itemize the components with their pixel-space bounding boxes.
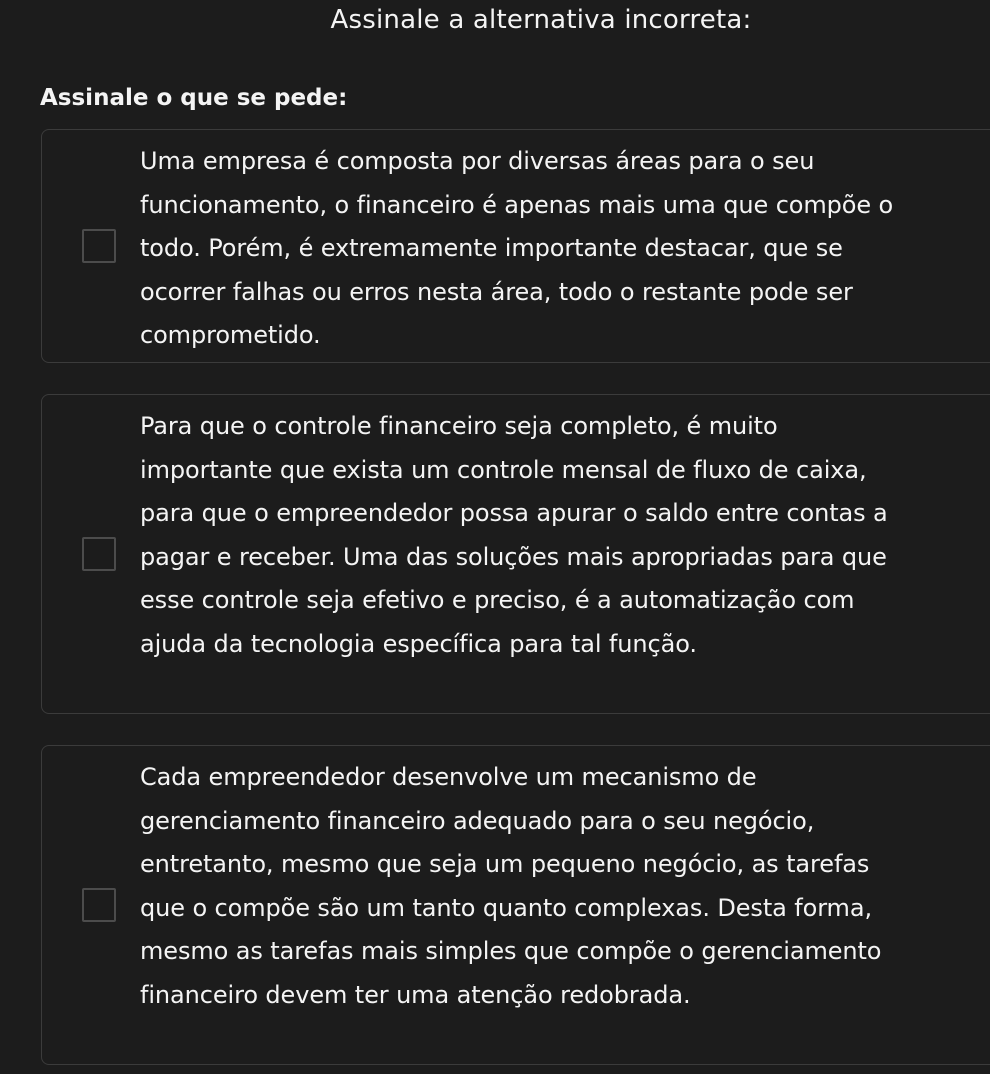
question-title: Assinale a alternativa incorreta: <box>330 5 752 35</box>
answer-text-3: Cada empreendedor desenvolve um mecanismo de gerenciamento financeiro adequado para o seu negócio, entretanto, mesmo que seja um pequeno negócio, as tarefas que o compõe são um tanto quanto complexas. Desta forma, mesmo as tarefas mais simples que compõe o gerenciamento financeiro devem ter uma atenção redobrada. <box>140 763 882 1009</box>
answer-option-3[interactable] <box>41 745 990 1065</box>
answer-checkbox-1[interactable] <box>82 229 116 263</box>
answer-checkbox-2[interactable] <box>82 537 116 571</box>
question-instruction: Assinale o que se pede: <box>40 85 348 111</box>
answer-checkbox-3[interactable] <box>82 888 116 922</box>
answer-option-2[interactable] <box>41 394 990 714</box>
answer-text-2: Para que o controle financeiro seja completo, é muito importante que exista um controle mensal de fluxo de caixa, para que o empreendedor possa apurar o saldo entre contas a pagar e receber. Uma das soluções mais apropriadas para que esse controle seja efetivo e preciso, é a automatização com ajuda da tecnologia específica para tal função. <box>140 412 888 658</box>
answer-option-1[interactable] <box>41 129 990 363</box>
answer-text-1: Uma empresa é composta por diversas áreas para o seu funcionamento, o financeiro é apenas mais uma que compõe o todo. Porém, é extremamente importante destacar, que se ocorrer falhas ou erros nesta área, todo o restante pode ser comprometido. <box>140 147 894 349</box>
